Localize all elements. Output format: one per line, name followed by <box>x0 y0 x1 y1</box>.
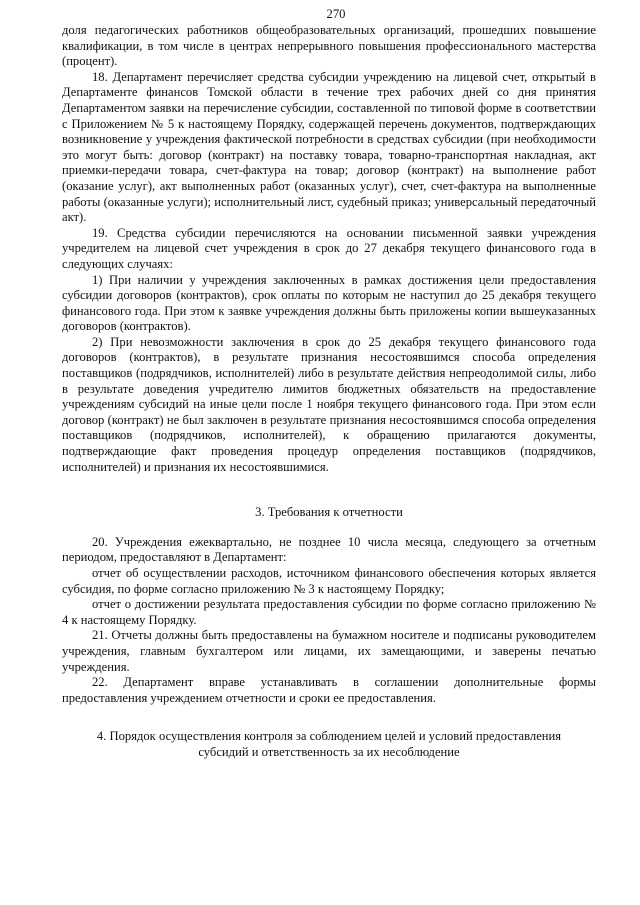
section-3-heading: 3. Требования к отчетности <box>255 505 403 520</box>
section-4-heading-line-2: субсидий и ответственность за их несоблюдение <box>198 745 460 760</box>
paragraph-19-item-2: 2) При невозможности заключения в срок до 25 декабря текущего финансового года договоров (контрактов), в результате признания несостоявшимся способа определения поставщиков (подрядчиков, исполнителей) либо в результате действия непреодолимой силы, либо в результате доведения учредителю лимитов бюджетных обязательств на предоставление учреждениям субсидий на иные цели после 1 ноября текущего финансового года. При этом если договор (контракт) не был заключен в результате признания несостоявшимся способа определения поставщиков (подрядчиков, исполнителей), к обращению прилагаются документы, подтверждающие факт проведения процедур определения поставщиков (подрядчиков, исполнителей) и признания их несостоявшимися. <box>62 334 596 474</box>
paragraph-19-item-1: 1) При наличии у учреждения заключенных в рамках достижения цели предоставления субсидии договоров (контрактов), срок оплаты по которым не наступил до 25 декабря текущего финансового года. При этом к заявке учреждения должны быть приложены копии вышеуказанных договоров (контрактов). <box>62 272 596 334</box>
section-4-heading-line-1: 4. Порядок осуществления контроля за соблюдением целей и условий предоставления <box>96 729 562 744</box>
paragraph-20-item-expenses-report: отчет об осуществлении расходов, источником финансового обеспечения которых является субсидия, по форме согласно приложению № 3 к настоящему Порядку; <box>62 566 596 596</box>
paragraph-continuation: доля педагогических работников общеобразовательных организаций, прошедших повышение квалификации, в том числе в центрах непрерывного повышения профессионального мастерства (процент). <box>62 23 596 69</box>
section-4-heading <box>62 728 596 760</box>
paragraph-20: 20. Учреждения ежеквартально, не позднее 10 числа месяца, следующего за отчетным периодом, предоставляют в Департамент: <box>62 534 596 565</box>
paragraph-18: 18. Департамент перечисляет средства субсидии учреждению на лицевой счет, открытый в Департаменте финансов Томской области в течение трех рабочих дней со дня принятия Департаментом заявки на перечисление субсидии, составленной по типовой форме в соответствии с Приложением № 5 к настоящему Порядку, содержащей перечень документов, подтверждающих возникновение у учреждения фактической потребности в средствах субсидии (при необходимости это могут быть: договор (контракт) на поставку товара, товарно-транспортная накладная, акт приемки-передачи товара, счет-фактура на товар; договор (контракт) на выполнение работ (оказание услуг), акт выполненных работ (оказанных услуг), счет, счет-фактура на выполненные работы (оказанные услуги); исполнительный лист, судебный приказ; универсальный передаточный акт). <box>62 69 596 225</box>
paragraph-22: 22. Департамент вправе устанавливать в соглашении дополнительные формы предоставления учреждением отчетности и сроки ее предоставления. <box>62 675 596 705</box>
page-number: 270 <box>326 7 346 21</box>
paragraph-21: 21. Отчеты должны быть предоставлены на бумажном носителе и подписаны руководителем учреждения, главным бухгалтером или лицами, их замещающими, и заверены печатью учреждения. <box>62 628 596 674</box>
paragraph-19: 19. Средства субсидии перечисляются на основании письменной заявки учреждения учредителем на лицевой счет учреждения в срок до 27 декабря текущего финансового года в следующих случаях: <box>62 225 596 271</box>
paragraph-20-item-result-report: отчет о достижении результата предоставления субсидии по форме согласно приложению № 4 к настоящему Порядку. <box>62 597 596 627</box>
